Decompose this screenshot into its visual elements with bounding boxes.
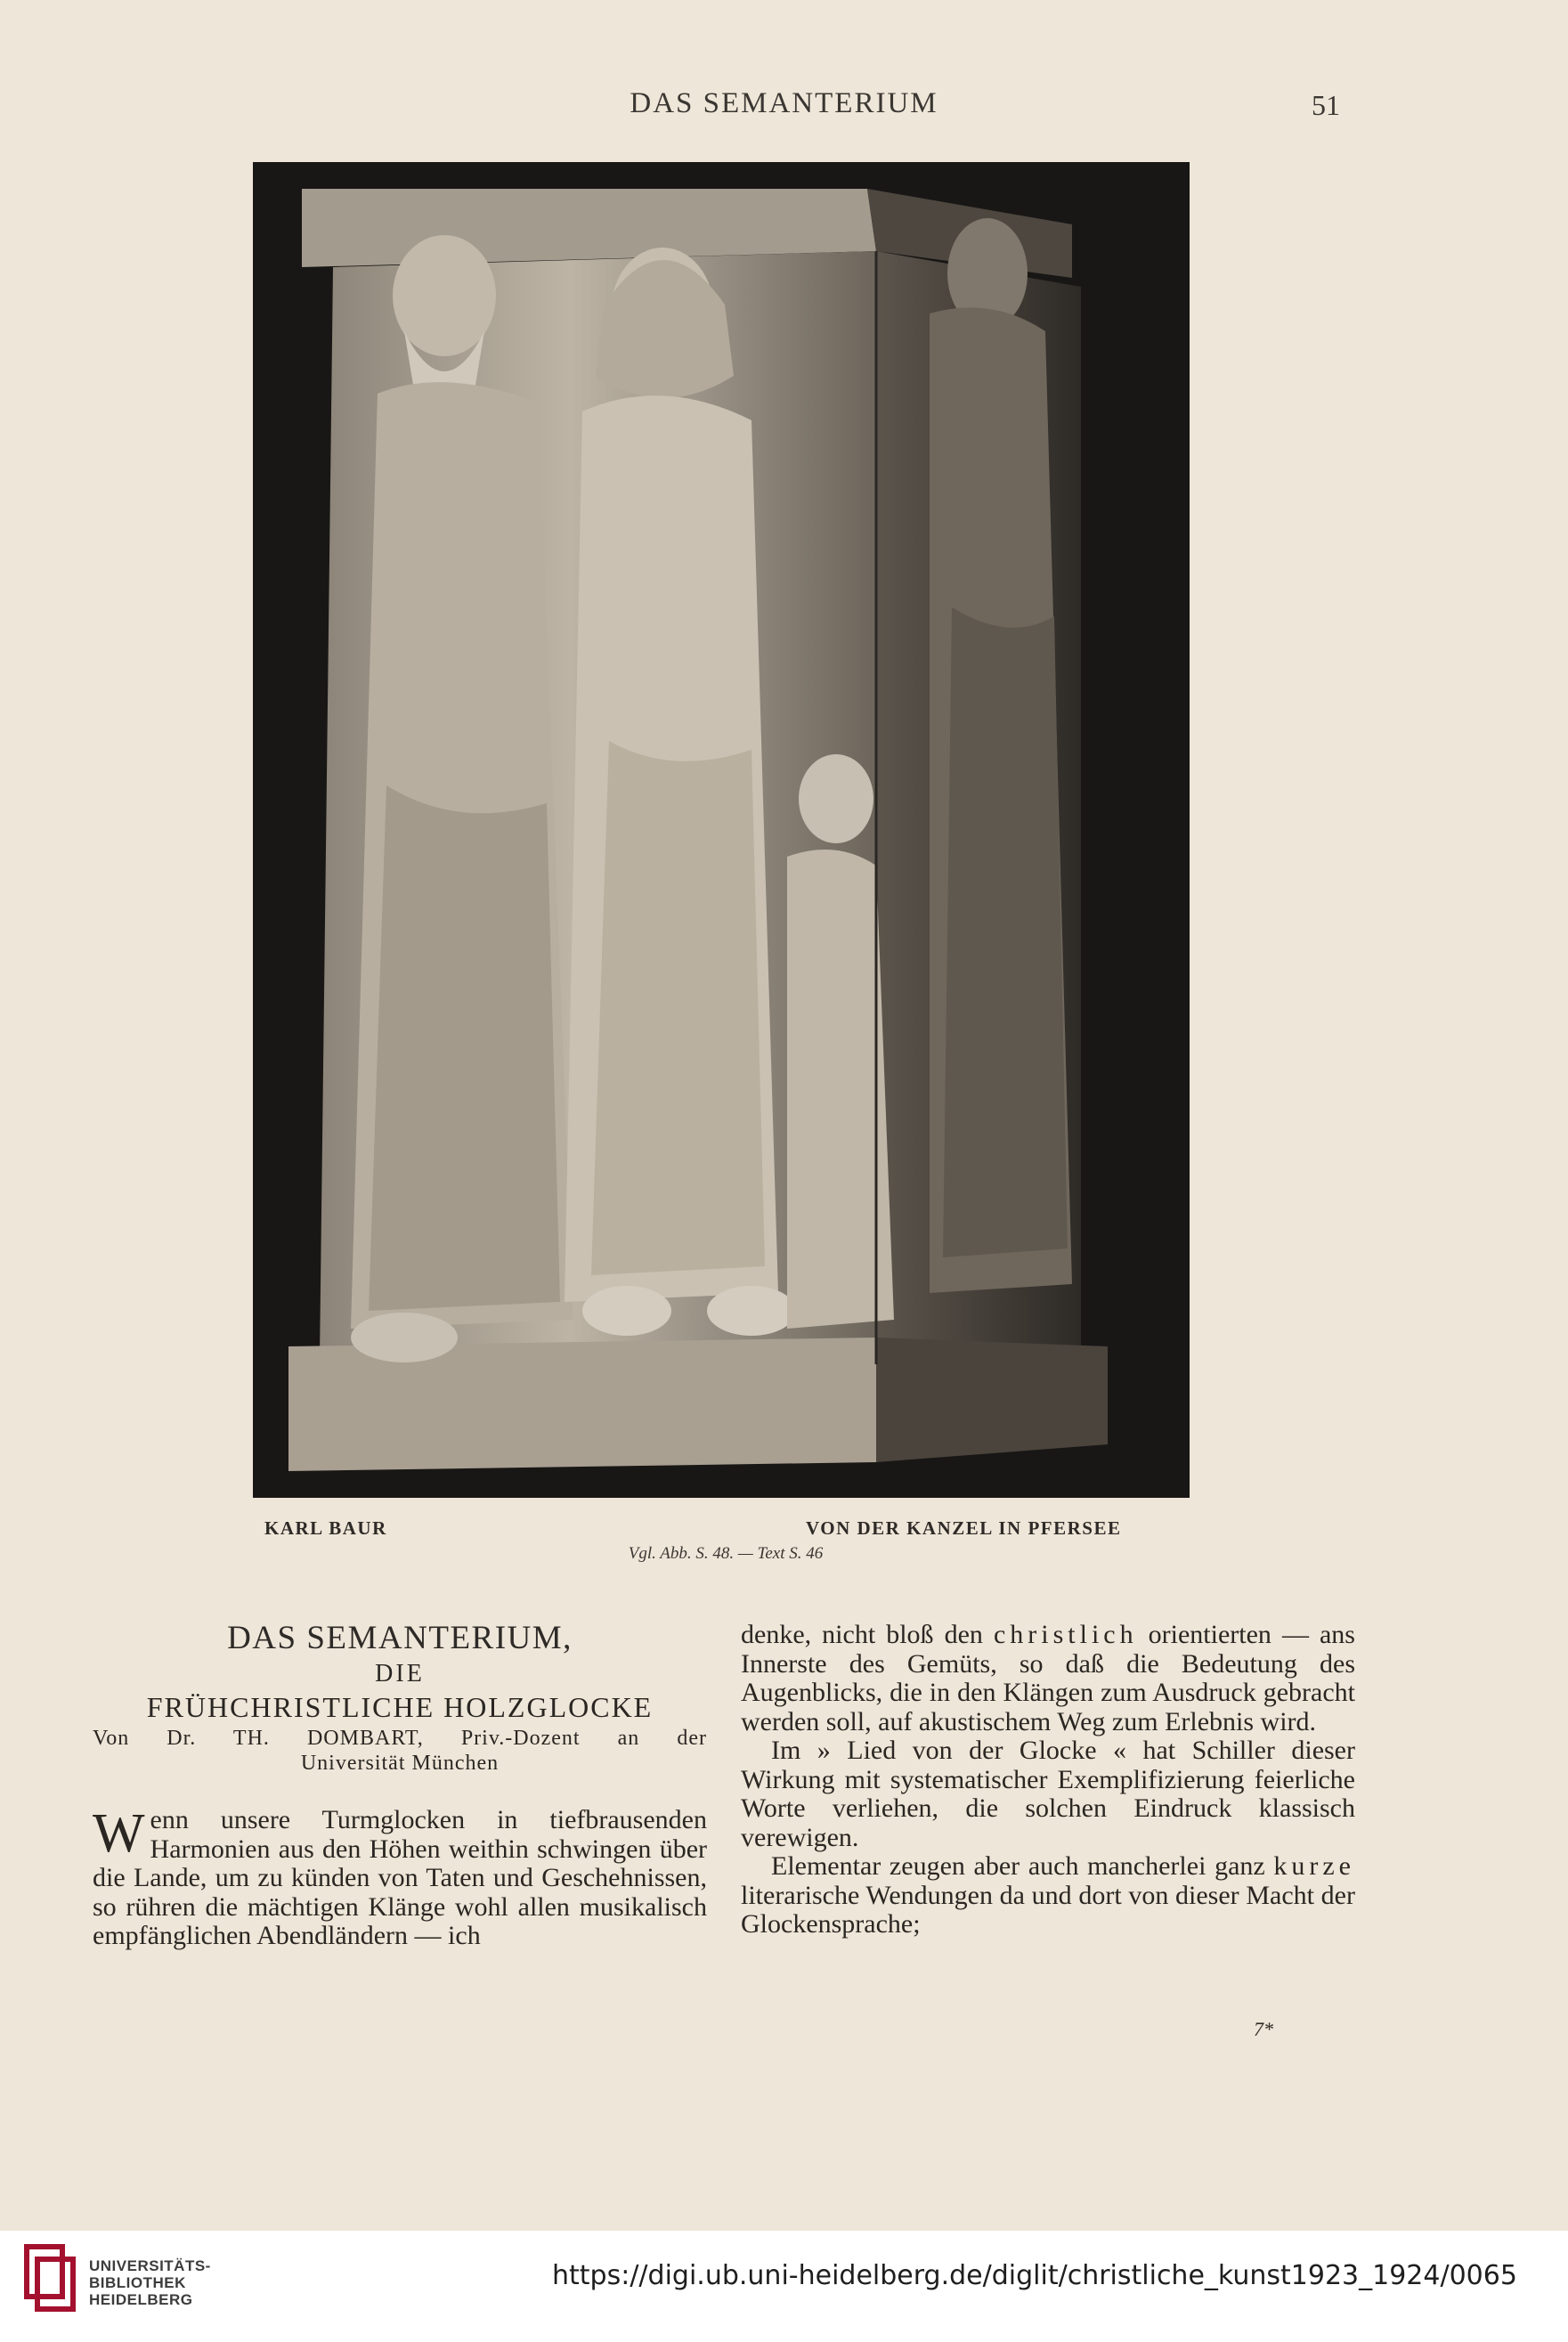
library-name-line-3: HEIDELBERG — [89, 2291, 193, 2308]
paragraph-2-rest: orientierten — ans Innerste des Gemüts, so daß die Bedeutung des Augenblicks, die in den Klängen zum Ausdruck gebracht werden soll, auf akustischem Weg zum Erlebnis wird. — [741, 1620, 1355, 1736]
permalink-url[interactable]: https://digi.ub.uni-heidelberg.de/diglit/christliche_kunst1923_1924/0065 — [552, 2260, 1517, 2291]
running-head: DAS SEMANTERIUM — [630, 87, 938, 119]
paragraph-4 — [741, 1852, 1355, 1939]
emphasized-word-christlich: christlich — [993, 1620, 1138, 1649]
paragraph-3: Im » Lied von der Glocke « hat Schiller dieser Wirkung mit systematischer Exemplifizierung feierliche Worte verliehen, die solchen Eindruck klassisch verewigen. — [741, 1736, 1355, 1852]
drop-cap: W — [93, 1803, 145, 1864]
library-name-line-2: BIBLIOTHEK — [89, 2274, 186, 2291]
right-column — [741, 1621, 1355, 1939]
paragraph-1-text: enn unsere Turmglocken in tiefbrausenden Harmonien aus den Höhen weithin schwingen über die Lande, um zu künden von Taten und Geschehnissen, so rühren die mächtigen Klänge wohl allen musikalisch empfänglichen Abendländern — ich — [93, 1805, 707, 1950]
relief-illustration — [253, 162, 1190, 1498]
author-affiliation: Universität München — [300, 1752, 500, 1775]
signature-mark: 7* — [1254, 2018, 1273, 2040]
library-name-line-1: UNIVERSITÄTS- — [89, 2257, 211, 2274]
plate-reference: Vgl. Abb. S. 48. — Text S. 46 — [628, 1544, 824, 1563]
author-byline: Von Dr. TH. DOMBART, Priv.-Dozent an der — [93, 1727, 707, 1750]
paragraph-4-start: Elementar zeugen aber auch mancherlei ganz — [771, 1851, 1274, 1881]
paragraph-2 — [741, 1621, 1355, 1736]
paragraph-1 — [93, 1803, 707, 1951]
article-title: DAS SEMANTERIUM, — [227, 1620, 573, 1656]
plate-credit-artist: KARL BAUR — [264, 1517, 387, 1539]
sculpture-photograph — [253, 162, 1190, 1498]
library-logo-icon — [21, 2238, 78, 2318]
plate-credit-title: VON DER KANZEL IN PFERSEE — [806, 1517, 1122, 1539]
emphasized-word-kurze: kurze — [1273, 1851, 1355, 1881]
left-column — [93, 1621, 707, 1951]
paragraph-2-start: denke, nicht bloß den — [741, 1620, 994, 1649]
paragraph-4-rest: literarische Wendungen da und dort von dieser Macht der Glockensprache; — [741, 1880, 1355, 1939]
library-name — [89, 2257, 211, 2308]
page-number: 51 — [1312, 89, 1340, 121]
article-subtitle: FRÜHCHRISTLICHE HOLZGLOCKE — [146, 1691, 654, 1723]
article-subtitle-die: DIE — [375, 1660, 425, 1687]
